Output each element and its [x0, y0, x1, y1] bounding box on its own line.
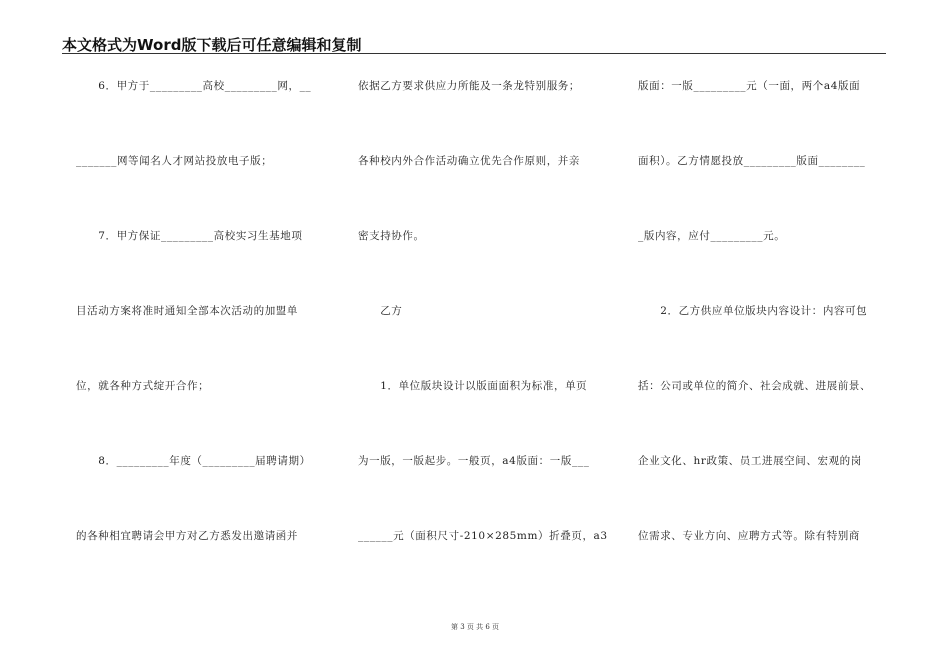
section-heading-party-b: 乙方: [358, 305, 403, 317]
header-divider: [62, 53, 886, 54]
text-line: 8．_________年度（_________届聘请期）: [76, 455, 311, 467]
text-line: 括：公司或单位的简介、社会成就、进展前景、: [638, 380, 872, 392]
text-line: 1．单位版块设计以版面面积为标准，单页: [358, 380, 588, 392]
text-line: _版内容，应付_________元。: [638, 230, 786, 242]
document-header-title: 本文格式为Word版下载后可任意编辑和复制: [62, 36, 362, 54]
text-line: 7．甲方保证_________高校实习生基地项: [76, 230, 303, 242]
text-line: 为一版，一版起步。一般页，a4版面：一版___: [358, 455, 590, 467]
text-line: 6．甲方于_________高校_________网，__: [76, 80, 312, 92]
text-line: 依据乙方要求供应力所能及一条龙特别服务；: [358, 80, 580, 92]
text-line: 2．乙方供应单位版块内容设计：内容可包: [638, 305, 868, 317]
text-line: 密支持协作。: [358, 230, 425, 242]
text-line: 版面：一版_________元（一面，两个a4版面: [638, 80, 861, 92]
text-line: 企业文化、hr政策、员工进展空间、宏观的岗: [638, 455, 862, 467]
text-line: 的各种相宜聘请会甲方对乙方悉发出邀请函并: [76, 530, 298, 542]
text-line: 面积）。乙方情愿投放_________版面________: [638, 155, 866, 167]
page-number: 第 3 页 共 6 页: [450, 623, 500, 631]
text-line: ______元（面积尺寸-210×285mm）折叠页，a3: [358, 530, 608, 542]
text-line: 各种校内外合作活动确立优先合作原则，并亲: [358, 155, 580, 167]
text-line: 位需求、专业方向、应聘方式等。除有特别商: [638, 530, 860, 542]
text-line: 目活动方案将准时通知全部本次活动的加盟单: [76, 305, 298, 317]
text-line: _______网等闻名人才网站投放电子版；: [76, 155, 273, 167]
text-line: 位，就各种方式绽开合作；: [76, 380, 210, 392]
